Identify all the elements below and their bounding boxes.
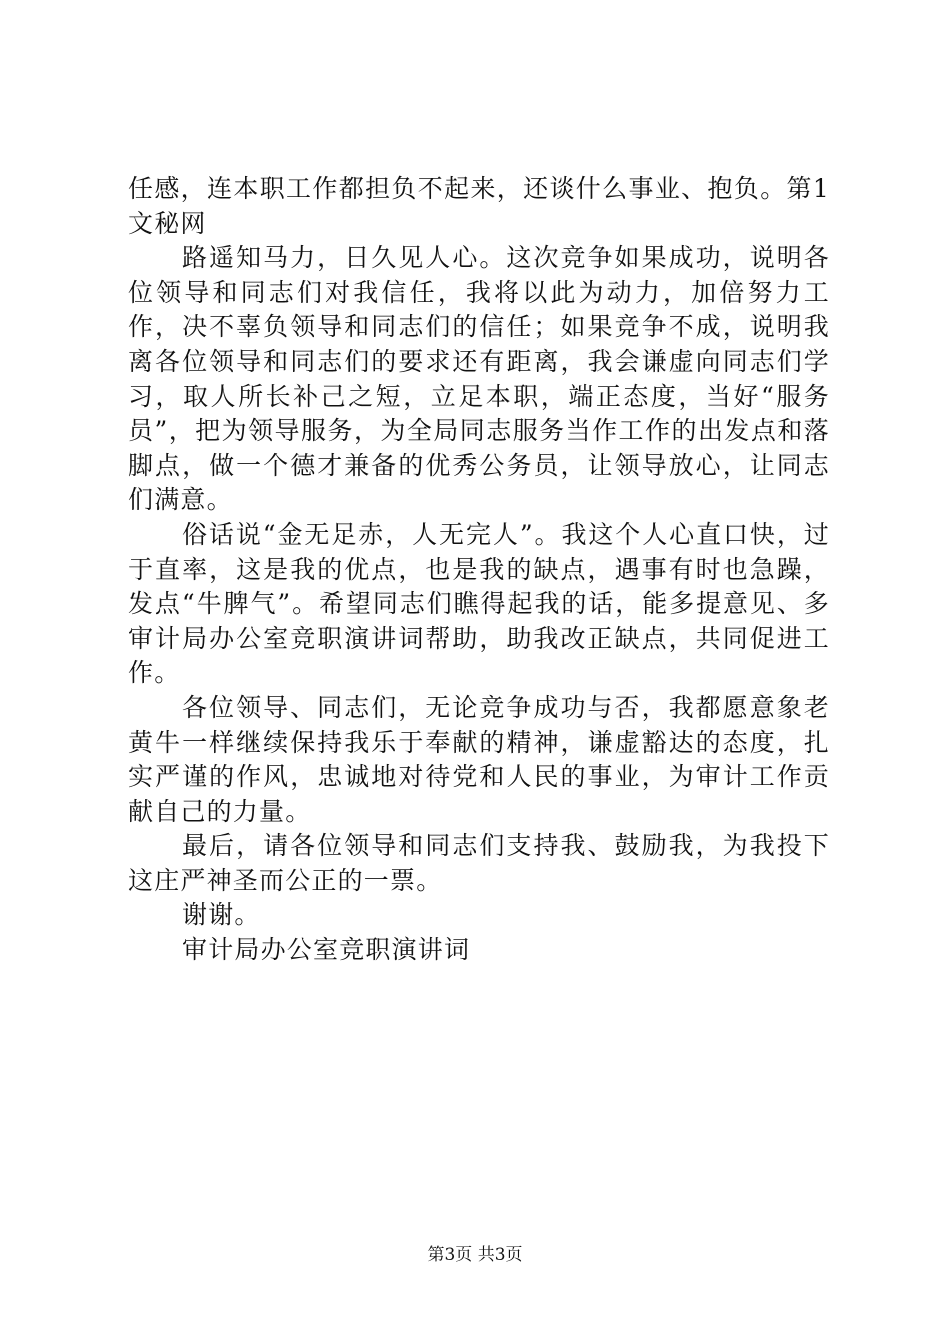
paragraph: 各位领导、同志们，无论竞争成功与否，我都愿意象老黄牛一样继续保持我乐于奉献的精神，谦虚豁达的态度，扎实严谨的作风，忠诚地对待党和人民的事业，为审计工作贡献自己的力量。 — [128, 692, 830, 826]
document-title-line: 审计局办公室竞职演讲词 — [182, 935, 471, 965]
paragraph-continuation: 任感，连本职工作都担负不起来，还谈什么事业、抱负。第1文秘网 — [128, 174, 830, 238]
page-number-footer: 第3页 共3页 — [427, 1245, 523, 1265]
paragraph: 俗话说“金无足赤，人无完人”。我这个人心直口快，过于直率，这是我的优点，也是我的缺点，遇事有时也急躁，发点“牛脾气”。希望同志们瞧得起我的话，能多提意见、多审计局办公室竞职演讲词帮助，助我改正缺点，共同促进工作。 — [128, 519, 830, 688]
document-body — [128, 172, 830, 968]
paragraph: 最后，请各位领导和同志们支持我、鼓励我，为我投下这庄严神圣而公正的一票。 — [128, 831, 830, 895]
closing-thanks: 谢谢。 — [182, 900, 261, 930]
paragraph: 路遥知马力，日久见人心。这次竞争如果成功，说明各位领导和同志们对我信任，我将以此为动力，加倍努力工作，决不辜负领导和同志们的信任；如果竞争不成，说明我离各位领导和同志们的要求还有距离，我会谦虚向同志们学习，取人所长补己之短，立足本职，端正态度，当好“服务员”，把为领导服务，为全局同志服务当作工作的出发点和落脚点，做一个德才兼备的优秀公务员，让领导放心，让同志们满意。 — [128, 243, 830, 515]
